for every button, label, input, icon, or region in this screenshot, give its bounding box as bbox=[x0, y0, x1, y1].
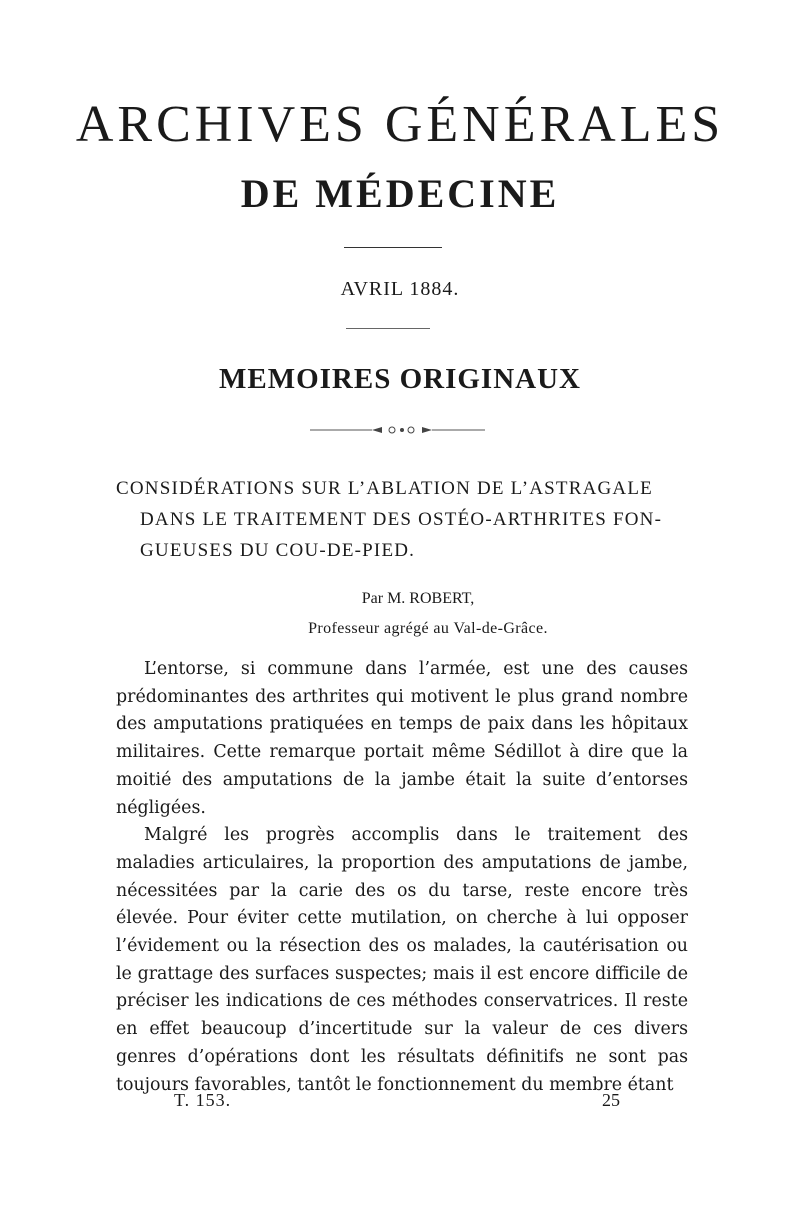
divider-rule bbox=[344, 247, 442, 248]
article-body bbox=[116, 656, 688, 1099]
author-affiliation: Professeur agrégé au Val-de-Grâce. bbox=[308, 620, 548, 637]
body-paragraph: L’entorse, si commune dans l’armée, est une des causes prédominantes des arthrites qui motivent le plus grand nombre des amputations pratiquées en temps de paix dans les hôpitaux militaires. Cette remarque portait même Sédillot à dire que la moitié des amputations de la jambe était la suite d’entorses négligées. bbox=[116, 659, 688, 818]
article-title-line: CONSIDÉRATIONS SUR L’ABLATION DE L’ASTRAGALE bbox=[116, 478, 653, 499]
article-title-line: DANS LE TRAITEMENT DES OSTÉO-ARTHRITES FON- bbox=[140, 509, 663, 530]
body-paragraph: Malgré les progrès accomplis dans le traitement des maladies articulaires, la proportion des amputations de jambe, nécessitées par la carie des os du tarse, reste encore très élevée. Pour éviter cette mutilation, on cherche à lui opposer l’évidement ou la résection des os malades, la cautérisation ou le grattage des surfaces suspectes; mais il est encore difficile de préciser les indications de ces méthodes conservatrices. Il reste en effet beaucoup d’incertitude sur la valeur de ces divers genres d’opérations dont les résultats définitifs ne sont pas toujours favorables, tantôt le fonctionnement du membre étant bbox=[116, 825, 688, 1095]
author-byline: Par M. ROBERT, bbox=[361, 590, 475, 607]
divider-rule bbox=[346, 328, 430, 329]
journal-title: ARCHIVES GÉNÉRALES bbox=[75, 96, 725, 153]
volume-signature: T. 153. bbox=[174, 1090, 232, 1110]
journal-subtitle: DE MÉDECINE bbox=[240, 171, 560, 216]
article-title bbox=[116, 473, 686, 566]
article-title-line: GUEUSES DU COU-DE-PIED. bbox=[140, 540, 416, 561]
issue-date: AVRIL 1884. bbox=[340, 278, 460, 300]
section-title: MEMOIRES ORIGINAUX bbox=[219, 363, 581, 395]
page-number: 25 bbox=[602, 1090, 620, 1110]
ornament-divider-icon bbox=[310, 423, 485, 437]
